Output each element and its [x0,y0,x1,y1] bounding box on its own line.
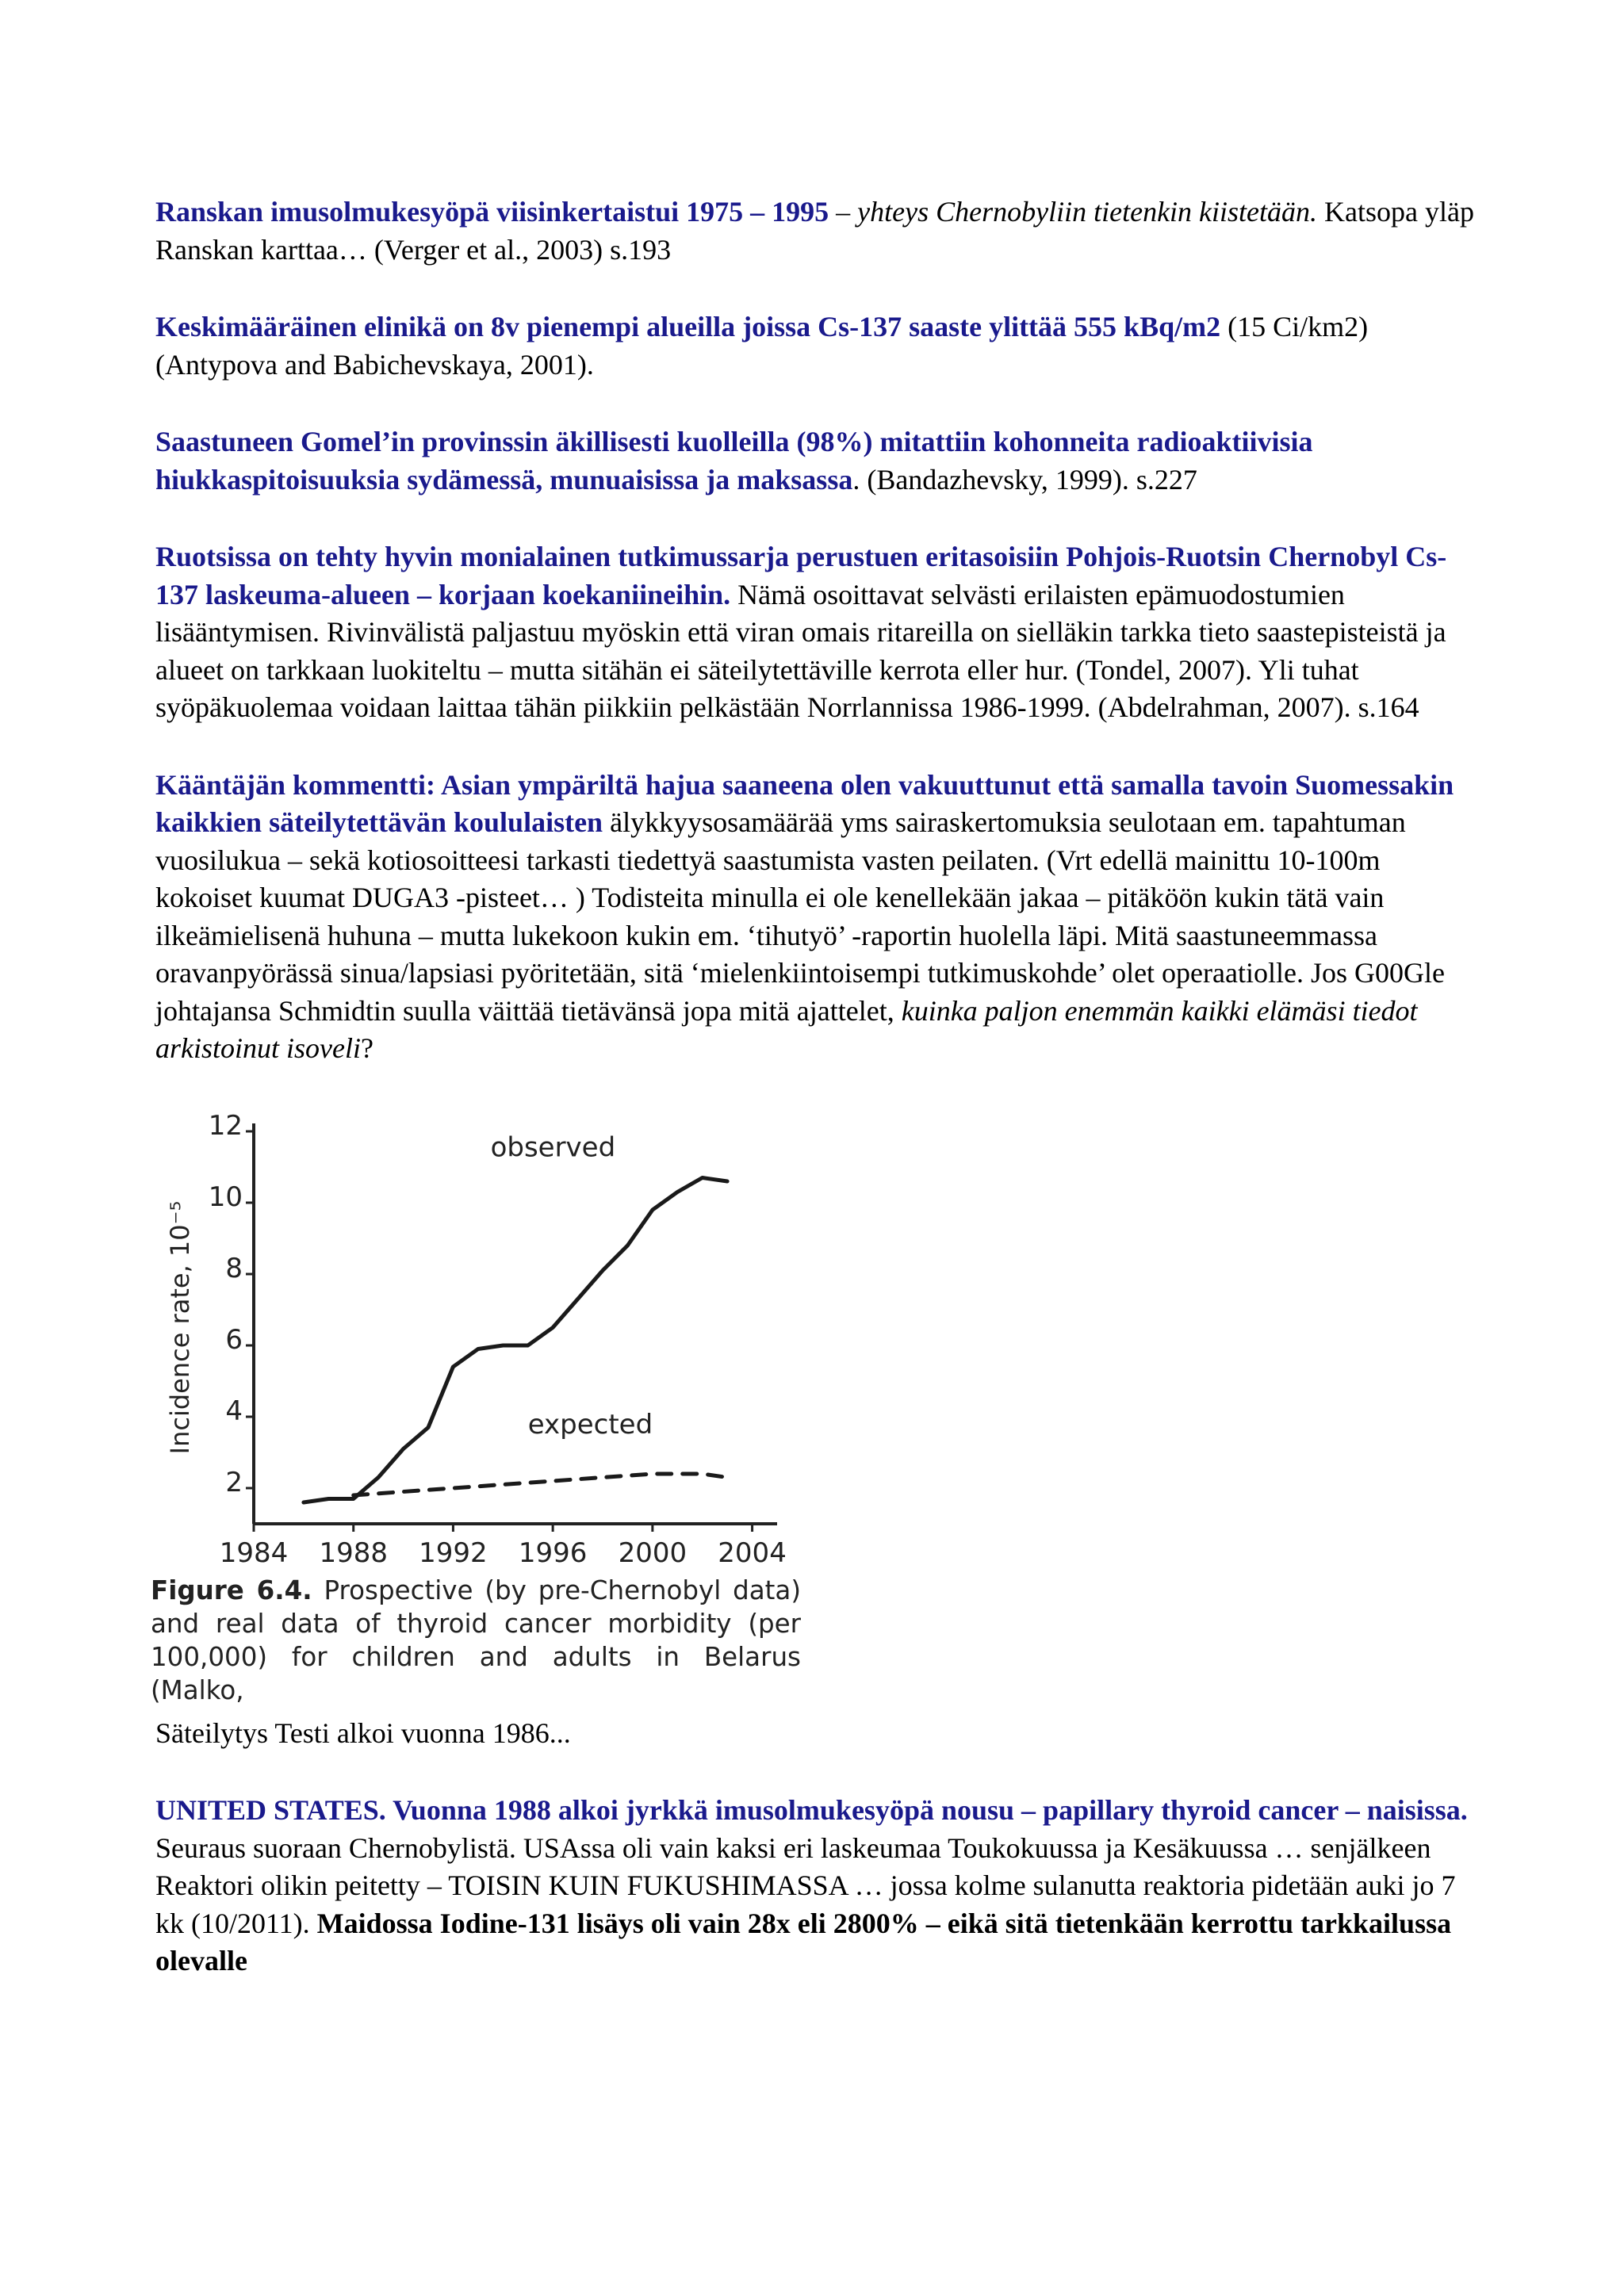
text-segment: ? [360,1032,373,1064]
figure [151,1108,802,1705]
text-segment: kuinka paljon enemmän kaikki elämäsi tiedot arkistoinut isoveli [155,994,1418,1064]
text-segment: Ruotsissa on tehty hyvin monialainen tutkimussarja perustuen eritasoisiin Pohjois-Ruotsin Chernobyl Cs-137 laskeuma-alueen – korjaan koekaniineihin. [155,541,1447,610]
y-tick-label: 8 [225,1252,243,1284]
text-segment: Ranskan imusolmukesyöpä viisinkertaistui 1975 – 1995 [155,196,829,228]
paragraph [155,538,1475,727]
text-segment: UNITED STATES. Vuonna 1988 alkoi jyrkkä imusolmukesyöpä nousu – papillary thyroid cancer – naisissa. [155,1794,1468,1826]
document-body [155,193,1475,1068]
thyroid-cancer-chart [151,1108,801,1575]
y-axis-label: Incidence rate, 10⁻⁵ [165,1200,195,1454]
text-segment: . (Bandazhevsky, 1999). s.227 [852,463,1197,496]
text-segment: älykkyysosamäärää yms sairaskertomuksia seulotaan em. tapahtuman vuosilukua – sekä kotiosoitteesi tarkasti tiedettyä saastumista vasten peilaten. (Vrt edellä mainittu 10-100m kokoiset kuumat DUGA3 -pisteet… ) Todisteita minulla ei ole kenellekään jakaa – pitäköön kukin tätä vain ilkeämielisenä huhuna – mutta lukekoon kukin em. ‘tihutyö’ -raportin huolella läpi. Mitä saastuneemmassa oravanpyörässä sinua/lapsiasi pyöritetään, sitä ‘mielenkiintoisempi tutkimuskohde’ olet operaatiolle. Jos G00Gle johtajansa Schmidtin suulla väittää tietävänsä jopa mitä ajattelet, [155,806,1445,1027]
y-tick-label: 4 [225,1395,243,1427]
text-segment: – yhteys Chernobyliin tietenkin kiistetään. [829,196,1318,228]
figure-caption [151,1574,801,1707]
y-tick-label: 12 [208,1109,243,1142]
y-tick-label: 2 [225,1466,243,1498]
x-tick-label: 2004 [718,1536,787,1569]
text-segment: Keskimääräinen elinikä on 8v pienempi alueilla joissa Cs-137 saaste ylittää 555 kBq/m2 [155,311,1221,342]
x-tick-label: 1996 [518,1536,588,1569]
series-line-expected [354,1474,727,1495]
x-tick-label: 1992 [419,1536,488,1569]
paragraph [155,308,1475,384]
paragraph [155,1715,1475,1753]
text-segment: Maidossa Iodine-131 lisäys oli vain 28x eli 2800% – eikä sitä tietenkään kerrottu tarkkailussa olevalle [155,1907,1452,1976]
y-tick-label: 6 [225,1323,243,1356]
paragraph [155,423,1475,499]
last-paragraph [155,1792,1475,1980]
after-figure-paragraph [155,1715,1475,1753]
y-tick-label: 10 [208,1181,243,1213]
figure-caption-text: Prospective (by pre-Chernobyl data) and real data of thyroid cancer morbidity (per 100,000) for children and adults in Belarus (Malko, [151,1575,802,1705]
x-tick-label: 1984 [219,1536,289,1569]
figure-caption-label: Figure 6.4. [151,1575,312,1605]
series-line-observed [304,1177,727,1502]
text-segment: (15 Ci/km2) (Antypova and Babichevskaya, 2001). [155,311,1369,381]
series-label: observed [490,1131,616,1163]
paragraph [155,193,1475,269]
text-segment: Säteilytys Testi alkoi vuonna 1986... [155,1716,571,1749]
series-label: expected [527,1408,653,1441]
paragraph [155,767,1475,1068]
text-segment: Nämä osoittavat selvästi erilaisten epämuodostumien lisääntymisen. Rivinvälistä paljastuu myöskin että viran omais ritareilla on sielläkin tarkka tieto saastepisteistä ja alueet on tarkkaan luokiteltu – mutta sitähän ei säteilytettäville kerrota eller hur. (Tondel, 2007). Yli tuhat syöpäkuolemaa voidaan laittaa tähän piikkiin pelkästään Norrlannissa 1986-1999. (Abdelrahman, 2007). s.164 [155,578,1446,723]
paragraph [155,1792,1475,1980]
x-tick-label: 2000 [618,1536,688,1569]
document-page [151,193,1475,1980]
text-segment: Saastuneen Gomel’in provinssin äkillisesti kuolleilla (98%) mitattiin kohonneita radioaktiivisia hiukkaspitoisuuksia sydämessä, munuaisissa ja maksassa [155,426,1313,496]
x-tick-label: 1988 [319,1536,388,1569]
text-segment: Kääntäjän kommentti: Asian ympäriltä hajua saaneena olen vakuuttunut että samalla tavoin Suomessakin kaikkien säteilytettävän koululaisten [155,768,1454,838]
text-segment: Katsopa yläp Ranskan karttaa… (Verger et al., 2003) s.193 [155,196,1474,266]
text-segment: Seuraus suoraan Chernobylistä. USAssa oli vain kaksi eri laskeumaa Toukokuussa ja Kesäkuussa … senjälkeen Reaktori olikin peitetty – TOISIN KUIN FUKUSHIMASSA … jossa kolme sulanutta reaktoria pidetään auki jo 7 kk (10/2011). [155,1831,1456,1939]
